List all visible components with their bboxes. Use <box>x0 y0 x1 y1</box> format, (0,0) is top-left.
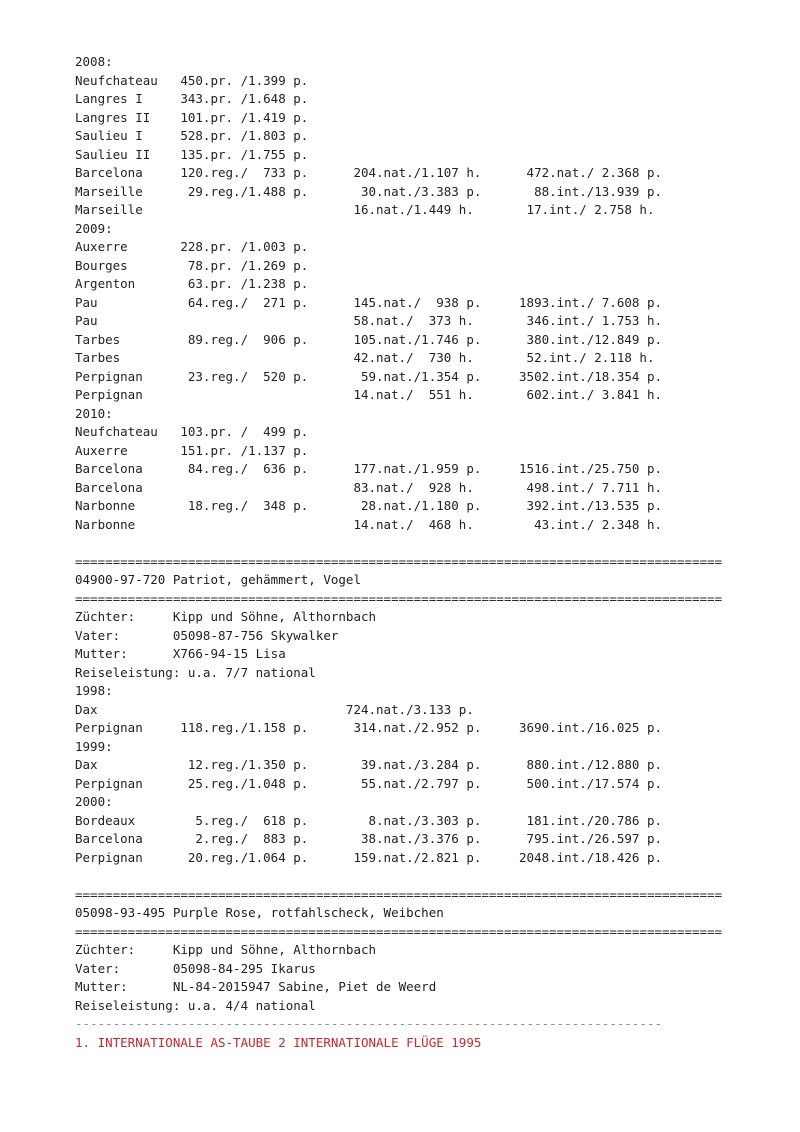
result-line: Barcelona 83.nat./ 928 h. 498.int./ 7.711 h. <box>75 479 662 495</box>
result-line: Barcelona 84.reg./ 636 p. 177.nat./1.959 p. 1516.int./25.750 p. <box>75 461 662 476</box>
result-line: Argenton 63.pr. /1.238 p. <box>75 276 309 291</box>
result-line: Saulieu I 528.pr. /1.803 p. <box>75 128 309 143</box>
result-line: Neufchateau 103.pr. / 499 p. <box>75 424 309 439</box>
result-line: Marseille 16.nat./1.449 h. 17.int./ 2.758 h. <box>75 202 655 217</box>
pedigree-patriot <box>75 608 722 682</box>
pedigree-document <box>75 53 722 1052</box>
result-line: Tarbes 89.reg./ 906 p. 105.nat./1.746 p. 380.int./12.849 p. <box>75 331 662 347</box>
results-patriot <box>75 682 722 867</box>
result-line: 2000: <box>75 794 113 809</box>
result-line: 1999: <box>75 738 113 754</box>
result-line: 2008: <box>75 54 113 69</box>
pedigree-line: Vater: 05098-87-756 Skywalker <box>75 627 339 643</box>
record-top-rule: ====================================================================================== <box>75 553 723 569</box>
result-line: Pau 64.reg./ 271 p. 145.nat./ 938 p. 1893.int./ 7.608 p. <box>75 294 662 310</box>
pedigree-line: Mutter: X766-94-15 Lisa <box>75 646 286 661</box>
result-line: Dax 724.nat./3.133 p. <box>75 701 474 717</box>
record-top-rule: ====================================================================================== <box>75 886 723 902</box>
result-line: Neufchateau 450.pr. /1.399 p. <box>75 72 309 88</box>
result-line: Narbonne 14.nat./ 468 h. 43.int./ 2.348 h. <box>75 516 662 532</box>
result-line: Perpignan 23.reg./ 520 p. 59.nat./1.354 p. 3502.int./18.354 p. <box>75 368 662 384</box>
result-line: 2009: <box>75 220 113 236</box>
result-line: Perpignan 118.reg./1.158 p. 314.nat./2.952 p. 3690.int./16.025 p. <box>75 720 662 735</box>
result-line: Auxerre 151.pr. /1.137 p. <box>75 442 309 458</box>
pedigree-purple-rose <box>75 941 722 1015</box>
award-separator-rule: ------------------------------------------------------------------------------ <box>75 1016 662 1031</box>
record-heading-patriot: 04900-97-720 Patriot, gehämmert, Vogel <box>75 572 361 587</box>
result-line: Saulieu II 135.pr. /1.755 p. <box>75 146 309 162</box>
pedigree-line: Mutter: NL-84-2015947 Sabine, Piet de Weerd <box>75 979 437 994</box>
result-line: Dax 12.reg./1.350 p. 39.nat./3.284 p. 880.int./12.880 p. <box>75 757 662 772</box>
pedigree-line: Reiseleistung: u.a. 7/7 national <box>75 664 316 680</box>
result-line: Barcelona 120.reg./ 733 p. 204.nat./1.107 h. 472.nat./ 2.368 p. <box>75 165 662 180</box>
result-line: Langres II 101.pr. /1.419 p. <box>75 109 309 125</box>
result-line: Perpignan 14.nat./ 551 h. 602.int./ 3.841 h. <box>75 387 662 402</box>
result-line: Bourges 78.pr. /1.269 p. <box>75 257 309 273</box>
pedigree-line: Reiseleistung: u.a. 4/4 national <box>75 997 316 1013</box>
pedigree-line: Vater: 05098-84-295 Ikarus <box>75 960 316 976</box>
record-bottom-rule: ====================================================================================== <box>75 590 723 606</box>
result-line: Perpignan 25.reg./1.048 p. 55.nat./2.797 p. 500.int./17.574 p. <box>75 775 662 791</box>
result-line: Marseille 29.reg./1.488 p. 30.nat./3.383 p. 88.int./13.939 p. <box>75 183 662 199</box>
record-heading-purple-rose: 05098-93-495 Purple Rose, rotfahlscheck, Weibchen <box>75 905 444 920</box>
results-earlier-record <box>75 53 722 534</box>
pedigree-line: Züchter: Kipp und Söhne, Althornbach <box>75 942 377 957</box>
result-line: Auxerre 228.pr. /1.003 p. <box>75 239 309 254</box>
result-line: Pau 58.nat./ 373 h. 346.int./ 1.753 h. <box>75 313 662 328</box>
result-line: Bordeaux 5.reg./ 618 p. 8.nat./3.303 p. 181.int./20.786 p. <box>75 812 662 828</box>
result-line: Narbonne 18.reg./ 348 p. 28.nat./1.180 p. 392.int./13.535 p. <box>75 498 662 513</box>
result-line: 1998: <box>75 683 113 698</box>
pedigree-line: Züchter: Kipp und Söhne, Althornbach <box>75 609 377 624</box>
result-line: 2010: <box>75 405 113 421</box>
blank-line <box>75 867 722 886</box>
result-line: Barcelona 2.reg./ 883 p. 38.nat./3.376 p. 795.int./26.597 p. <box>75 831 662 846</box>
result-line: Tarbes 42.nat./ 730 h. 52.int./ 2.118 h. <box>75 350 655 365</box>
result-line: Perpignan 20.reg./1.064 p. 159.nat./2.821 p. 2048.int./18.426 p. <box>75 849 662 865</box>
result-line: Langres I 343.pr. /1.648 p. <box>75 91 309 106</box>
record-bottom-rule: ====================================================================================== <box>75 923 723 939</box>
blank-line <box>75 534 722 553</box>
award-highlight-line: 1. INTERNATIONALE AS-TAUBE 2 INTERNATIONALE FLÜGE 1995 <box>75 1034 482 1050</box>
